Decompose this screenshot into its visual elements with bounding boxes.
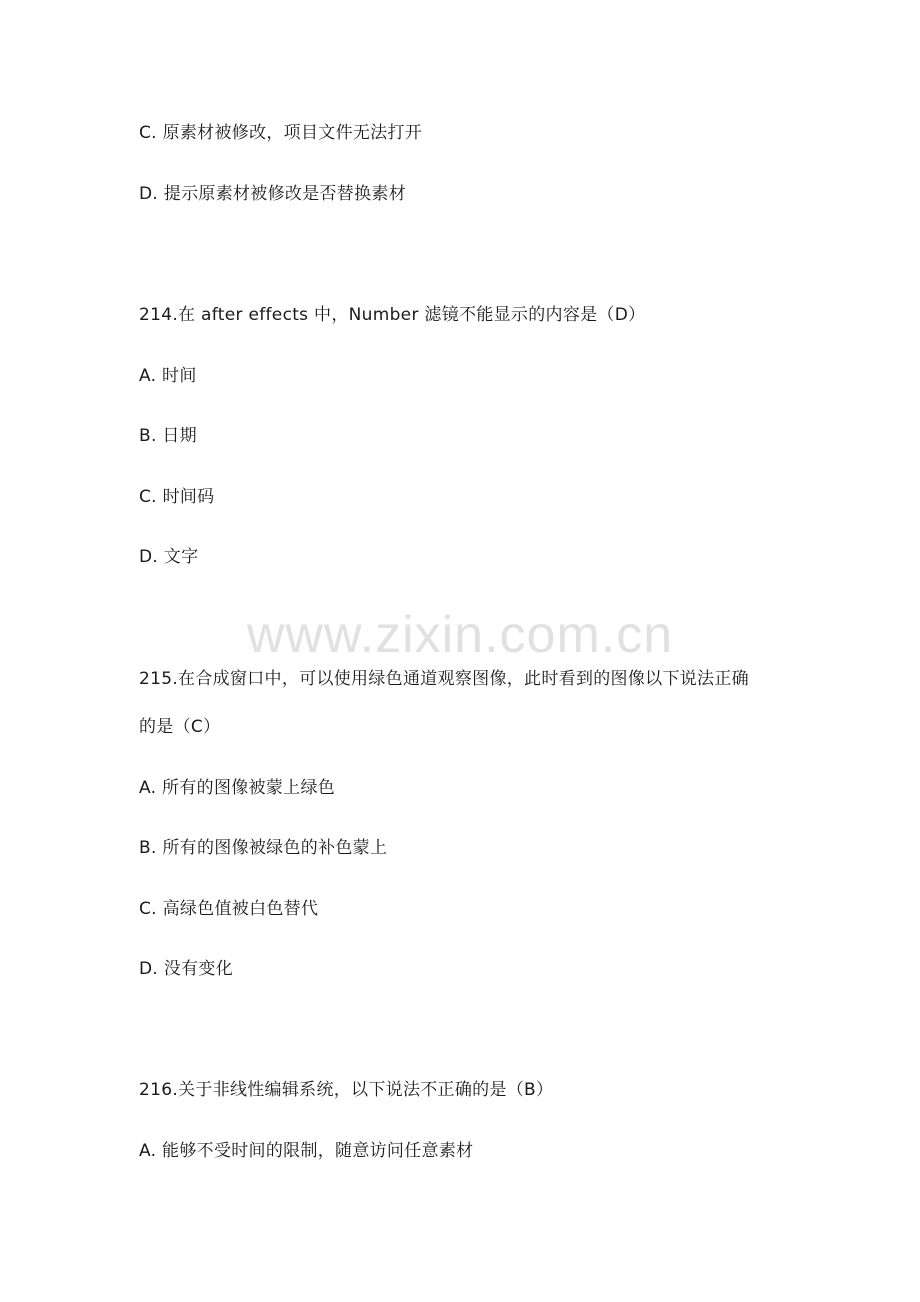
q215-question-line1: 215.在合成窗口中，可以使用绿色通道观察图像，此时看到的图像以下说法正确 — [139, 669, 749, 689]
q214-question: 214.在 after effects 中，Number 滤镜不能显示的内容是（D） — [139, 305, 646, 325]
q215-option-d: D. 没有变化 — [139, 959, 233, 979]
q215-question-line2: 的是（C） — [139, 717, 221, 737]
q215-option-a: A. 所有的图像被蒙上绿色 — [139, 778, 336, 798]
q215-option-b: B. 所有的图像被绿色的补色蒙上 — [139, 838, 388, 858]
q214-option-b: B. 日期 — [139, 426, 197, 446]
q214-option-d: D. 文字 — [139, 547, 199, 567]
q216-option-a: A. 能够不受时间的限制，随意访问任意素材 — [139, 1141, 474, 1161]
q214-option-c: C. 时间码 — [139, 487, 215, 507]
watermark: www.zixin.com.cn — [246, 606, 674, 664]
q214-option-a: A. 时间 — [139, 366, 197, 386]
q215-option-c: C. 高绿色值被白色替代 — [139, 899, 319, 919]
q213-option-d: D. 提示原素材被修改是否替换素材 — [139, 184, 406, 204]
q216-question: 216.关于非线性编辑系统，以下说法不正确的是（B） — [139, 1080, 554, 1100]
q213-option-c: C. 原素材被修改，项目文件无法打开 — [139, 123, 423, 143]
